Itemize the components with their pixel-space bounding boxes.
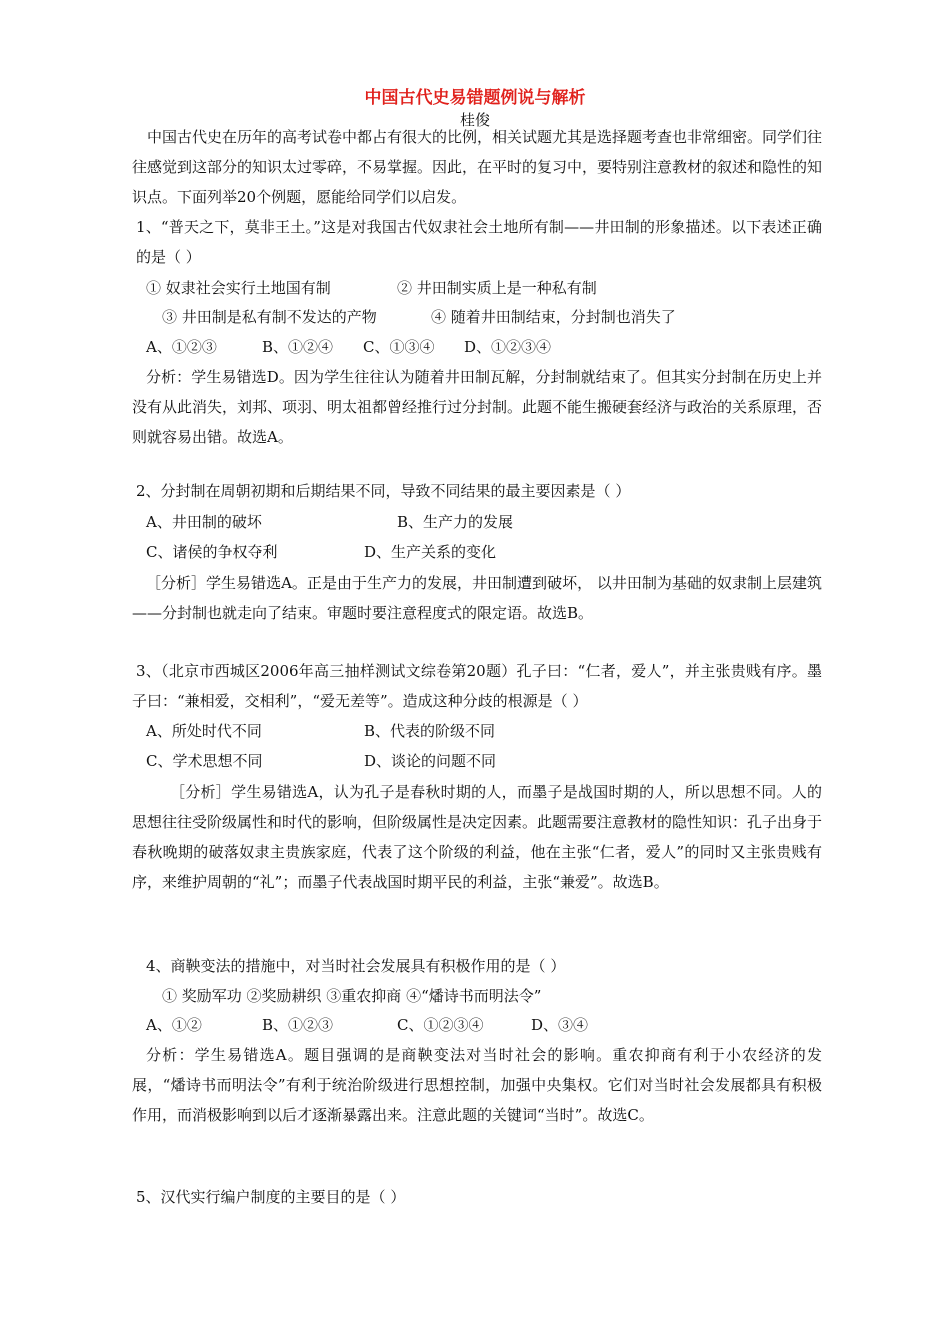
question-1-option-a: A、①②③ [146, 338, 217, 356]
question-2-option-c: C、诸侯的争权夺利 [146, 543, 278, 561]
question-4-option-b: B、①②③ [262, 1016, 334, 1034]
question-4-analysis: 分析：学生易错选A。题目强调的是商鞅变法对当时社会的影响。重农抑商有利于小农经济的发展，“燔诗书而明法令”有利于统治阶级进行思想控制，加强中央集权。它们对当时社会发展都具有积极作用，而消极影响到以后才逐渐暴露出来。注意此题的关键词“当时”。故选C。 [132, 1046, 822, 1124]
question-1-analysis: 分析：学生易错选D。因为学生往往认为随着井田制瓦解，分封制就结束了。但其实分封制在历史上并没有从此消失，刘邦、项羽、明太祖都曾经推行过分封制。此题不能生搬硬套经济与政治的关系原理，否则就容易出错。故选A。 [132, 368, 823, 446]
intro-paragraph: 中国古代史在历年的高考试卷中都占有很大的比例，相关试题尤其是选择题考查也非常细密。同学们往往感觉到这部分的知识太过零碎，不易掌握。因此，在平时的复习中，要特别注意教材的叙述和隐性的知识点。下面列举20个例题，愿能给同学们以启发。 [132, 128, 823, 206]
question-4-items: ① 奖励军功 ②奖励耕织 ③重农抑商 ④“燔诗书而明法令” [162, 987, 542, 1005]
question-1-stem: 1、“普天之下，莫非王土。”这是对我国古代奴隶社会土地所有制——井田制的形象描述。以下表述正确的是（ ） [136, 218, 822, 266]
question-1-statement-3: ③ 井田制是私有制不发达的产物 [162, 308, 377, 326]
document-title: 中国古代史易错题例说与解析 [364, 88, 586, 108]
question-1-statement-1: ① 奴隶社会实行土地国有制 [146, 279, 331, 297]
question-3-analysis: ［分析］学生易错选A，认为孔子是春秋时期的人，而墨子是战国时期的人，所以思想不同。人的思想往往受阶级属性和时代的影响，但阶级属性是决定因素。此题需要注意教材的隐性知识：孔子出身于 春秋晚期的破落奴隶主贵族家庭，代表了这个阶级的利益，他在主张“仁者，爱人”的同时又主张贵贱有序，来维护周朝的“礼”；而墨子代表战国时期平民的利益，主张“兼爱”。故选B。 [132, 783, 823, 891]
question-1-option-d: D、①②③④ [464, 338, 552, 356]
question-4-option-a: A、①② [146, 1016, 202, 1034]
question-4-option-d: D、③④ [531, 1016, 589, 1034]
question-1-statement-4: ④ 随着井田制结束，分封制也消失了 [431, 308, 676, 326]
question-4-option-c: C、①②③④ [397, 1016, 484, 1034]
question-5-stem: 5、汉代实行编户制度的主要目的是（ ） [136, 1188, 406, 1206]
question-2-option-d: D、生产关系的变化 [364, 543, 497, 561]
question-3-option-a: A、所处时代不同 [146, 722, 262, 740]
question-1-option-c: C、①③④ [363, 338, 435, 356]
question-3-option-d: D、谈论的问题不同 [364, 752, 497, 770]
question-4-stem: 4、商鞅变法的措施中，对当时社会发展具有积极作用的是（ ） [146, 957, 566, 975]
question-3-option-c: C、学术思想不同 [146, 752, 263, 770]
question-2-stem: 2、分封制在周朝初期和后期结果不同，导致不同结果的最主要因素是（ ） [136, 482, 631, 500]
question-2-option-b: B、生产力的发展 [397, 513, 514, 531]
author-name: 桂俊 [459, 111, 490, 129]
question-1-option-b: B、①②④ [262, 338, 334, 356]
question-3-option-b: B、代表的阶级不同 [364, 722, 496, 740]
question-2-analysis: ［分析］学生易错选A。正是由于生产力的发展，井田制遭到破坏， 以井田制为基础的奴隶制上层建筑——分封制也就走向了结束。审题时要注意程度式的限定语。故选B。 [132, 574, 822, 622]
question-1-statement-2: ② 井田制实质上是一种私有制 [397, 279, 597, 297]
question-2-option-a: A、井田制的破坏 [146, 513, 262, 531]
question-3-stem: 3、（北京市西城区2006年高三抽样测试文综卷第20题）孔子曰：“仁者，爱人”，并主张贵贱有序。墨子曰：“兼相爱，交相利”，“爱无差等”。造成这种分歧的根源是（ ） [132, 662, 822, 710]
